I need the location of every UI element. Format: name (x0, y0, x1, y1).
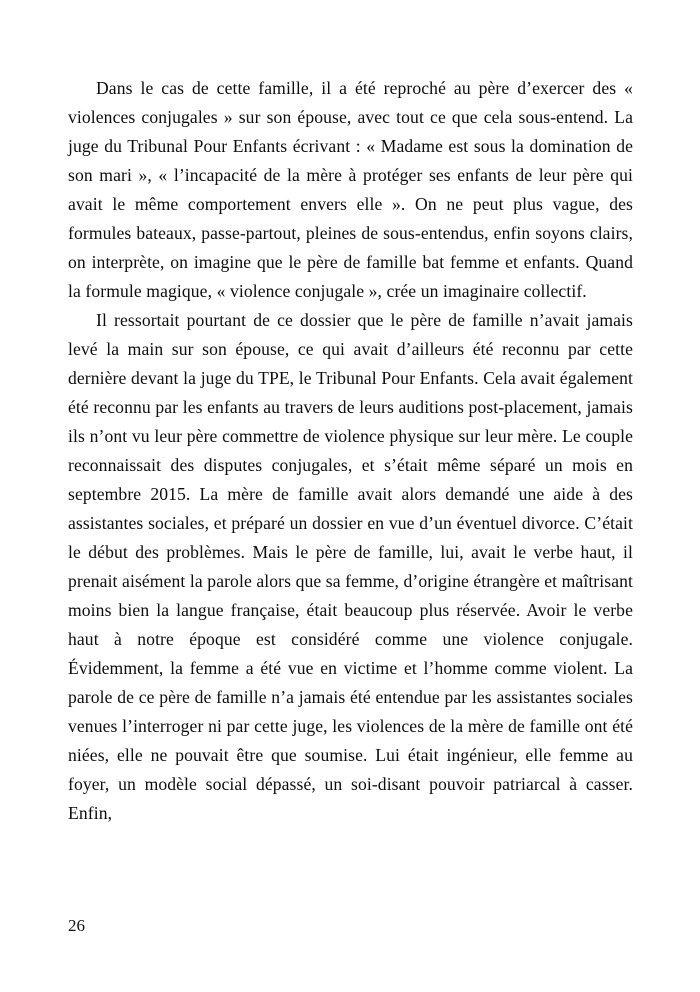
paragraph-1: Dans le cas de cette famille, il a été reproché au père d’exercer des « violences conjugales » sur son épouse, avec tout ce que cela sous-entend. La juge du Tribunal Pour Enfants écrivant : « Madame est sous la domination de son mari », « l’incapacité de la mère à protéger ses enfants de leur père qui avait le même comportement envers elle ». On ne peut plus vague, des formules bateaux, passe-partout, pleines de sous-entendus, enfin soyons clairs, on interprète, on imagine que le père de famille bat femme et enfants. Quand la formule magique, « violence conjugale », crée un imaginaire collectif. (68, 78, 633, 301)
page-number: 26 (68, 916, 85, 935)
paragraph-2: Il ressortait pourtant de ce dossier que le père de famille n’avait jamais levé la main sur son épouse, ce qui avait d’ailleurs été reconnu par cette dernière devant la juge du TPE, le Tribunal Pour Enfants. Cela avait également été reconnu par les enfants au travers de leurs auditions post-placement, jamais ils n’ont vu leur père commettre de violence physique sur leur mère. Le couple reconnaissait des disputes conjugales, et s’était même séparé un mois en septembre 2015. La mère de famille avait alors demandé une aide à des assistantes sociales, et préparé un dossier en vue d’un éventuel divorce. C’était le début des problèmes. Mais le père de famille, lui, avait le verbe haut, il prenait aisément la parole alors que sa femme, d’origine étrangère et maîtrisant moins bien la langue française, était beaucoup plus réservée. Avoir le verbe haut à notre époque est considéré comme une violence conjugale. Évidemment, la femme a été vue en victime et l’homme comme violent. La parole de ce père de famille n’a jamais été entendue par les assistantes sociales venues l’interroger ni par cette juge, les violences de la mère de famille ont été niées, elle ne pouvait être que soumise. Lui était ingénieur, elle femme au foyer, un modèle social dépassé, un soi-disant pouvoir patriarcal à casser. Enfin, (68, 310, 633, 823)
body-text (68, 74, 633, 828)
